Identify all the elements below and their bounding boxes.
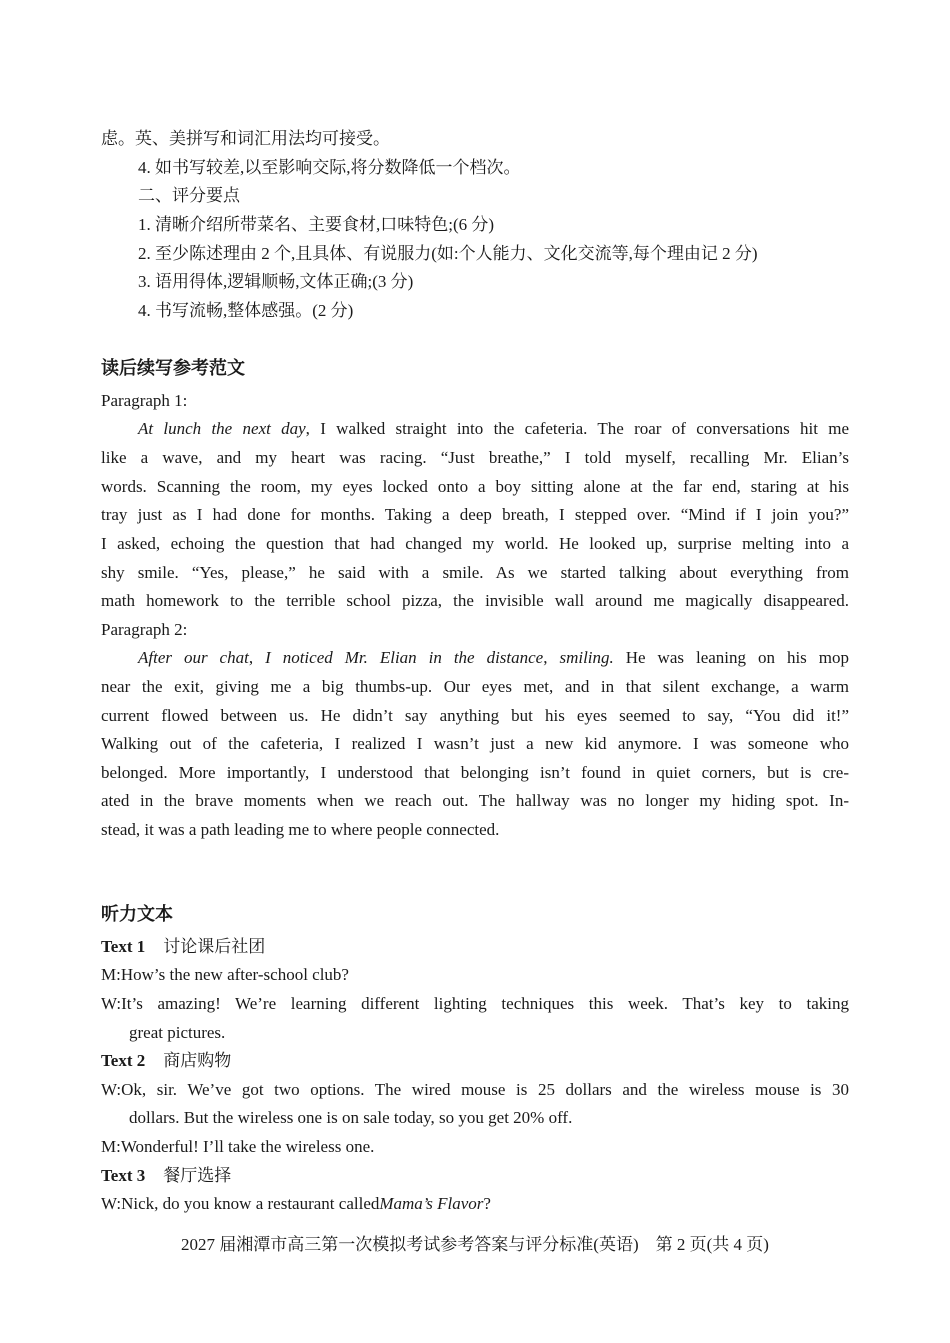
scoring-point-4: 4. 书写流畅,整体感强。(2 分) <box>138 301 354 320</box>
essay-p2-line-3: current flowed between us. He didn’t say anything but his eyes seemed to say, “You did it!” <box>101 706 849 725</box>
essay-p1-line-6: shy smile. “Yes, please,” he said with a smile. As we started talking about everything from <box>101 563 849 582</box>
essay-p1-line-3: words. Scanning the room, my eyes locked onto a boy sitting alone at the far end, staring at his <box>101 477 849 496</box>
essay-p1-line-5: I asked, echoing the question that had changed my world. He looked up, surprise melting into a <box>101 534 849 553</box>
scoring-point-1: 1. 清晰介绍所带菜名、主要食材,口味特色;(6 分) <box>138 215 495 234</box>
essay-p2-line-2: near the exit, giving me a big thumbs-up. Our eyes met, and in that silent exchange, a warm <box>101 677 849 696</box>
text-3-topic: 餐厅选择 <box>163 1166 232 1185</box>
text-3-w-restaurant: Mama’s Flavor <box>379 1194 484 1213</box>
text-3-label: Text 3 <box>101 1166 146 1185</box>
text-3-header <box>101 1165 849 1187</box>
text-2-m: M:Wonderful! I’ll take the wireless one. <box>101 1137 375 1156</box>
text-3-w <box>101 1193 849 1215</box>
scoring-point-3: 3. 语用得体,逻辑顺畅,文体正确;(3 分) <box>138 272 414 291</box>
text-2-label: Text 2 <box>101 1051 146 1070</box>
text-1-label: Text 1 <box>101 937 146 956</box>
text-1-w-line-2: great pictures. <box>129 1023 226 1042</box>
text-3-w-pre: W:Nick, do you know a restaurant called <box>101 1194 380 1213</box>
essay-p2-line-7: stead, it was a path leading me to where people connected. <box>101 820 500 839</box>
essay-p1-line-7: math homework to the terrible school pizza, the invisible wall around me magically disappeared. <box>101 591 849 610</box>
essay-p2-intro-italic-3: smiling. <box>559 648 614 667</box>
essay-p2-intro-italic-1: After our chat <box>138 648 249 667</box>
paragraph-2-label: Paragraph 2: <box>101 620 188 639</box>
essay-p1-intro-rest: , I walked straight into the cafeteria. <box>305 419 588 438</box>
essay-p2-intro-italic-2: I noticed Mr. Elian in the distance <box>265 648 544 667</box>
paragraph-1-label: Paragraph 1: <box>101 391 188 410</box>
essay-p1-intro-italic: At lunch the next day <box>138 419 306 438</box>
text-2-w-line-2: dollars. But the wireless one is on sale today, so you get 20% off. <box>129 1108 573 1127</box>
essay-p2-line-4: Walking out of the cafeteria, I realized I wasn’t just a new kid anymore. I was someone who <box>101 734 849 753</box>
text-1-header <box>101 936 849 958</box>
essay-p2-line-5: belonged. More importantly, I understood that belonging isn’t found in quiet corners, but is cre- <box>101 763 849 782</box>
text-2-w-line-1: W:Ok, sir. We’ve got two options. The wired mouse is 25 dollars and the wireless mouse is 30 <box>101 1080 849 1099</box>
page-footer: 2027 届湘潭市高三第一次模拟考试参考答案与评分标准(英语) 第 2 页(共 4 页) <box>181 1235 769 1254</box>
text-2-topic: 商店购物 <box>163 1051 232 1070</box>
essay-p2-intro-tail: He was leaning on his mop <box>613 648 849 667</box>
essay-title: 读后续写参考范文 <box>101 358 245 379</box>
essay-p1-line-2: like a wave, and my heart was racing. “Just breathe,” I told myself, recalling Mr. Elian’s <box>101 448 849 467</box>
text-1-topic: 讨论课后社团 <box>163 937 266 956</box>
essay-p2-line-6: ated in the brave moments when we reach out. The hallway was no longer my hiding spot. In- <box>101 791 849 810</box>
listening-title: 听力文本 <box>101 904 173 925</box>
essay-p1-line-4: tray just as I had done for months. Taking a deep breath, I stepped over. “Mind if I join you?” <box>101 505 849 524</box>
text-2-header <box>101 1050 849 1072</box>
essay-p1-intro-tail: The roar of conversations hit me <box>587 419 849 438</box>
scoring-top-line: 虑。英、美拼写和词汇用法均可接受。 <box>101 129 390 148</box>
essay-p2-line-1: After our chat, I noticed Mr. Elian in the distance, smiling. He was leaning on his mop <box>138 648 849 667</box>
section-2-title: 二、评分要点 <box>138 186 240 205</box>
text-1-w-line-1: W:It’s amazing! We’re learning different lighting techniques this week. That’s key to taking <box>101 994 849 1013</box>
text-3-w-post: ? <box>483 1194 491 1213</box>
text-1-m: M:How’s the new after-school club? <box>101 965 349 984</box>
scoring-rule-4: 4. 如书写较差,以至影响交际,将分数降低一个档次。 <box>138 158 521 177</box>
scoring-point-2: 2. 至少陈述理由 2 个,且具体、有说服力(如:个人能力、文化交流等,每个理由记 2 分) <box>138 244 758 263</box>
essay-p1-line-1 <box>138 418 849 440</box>
